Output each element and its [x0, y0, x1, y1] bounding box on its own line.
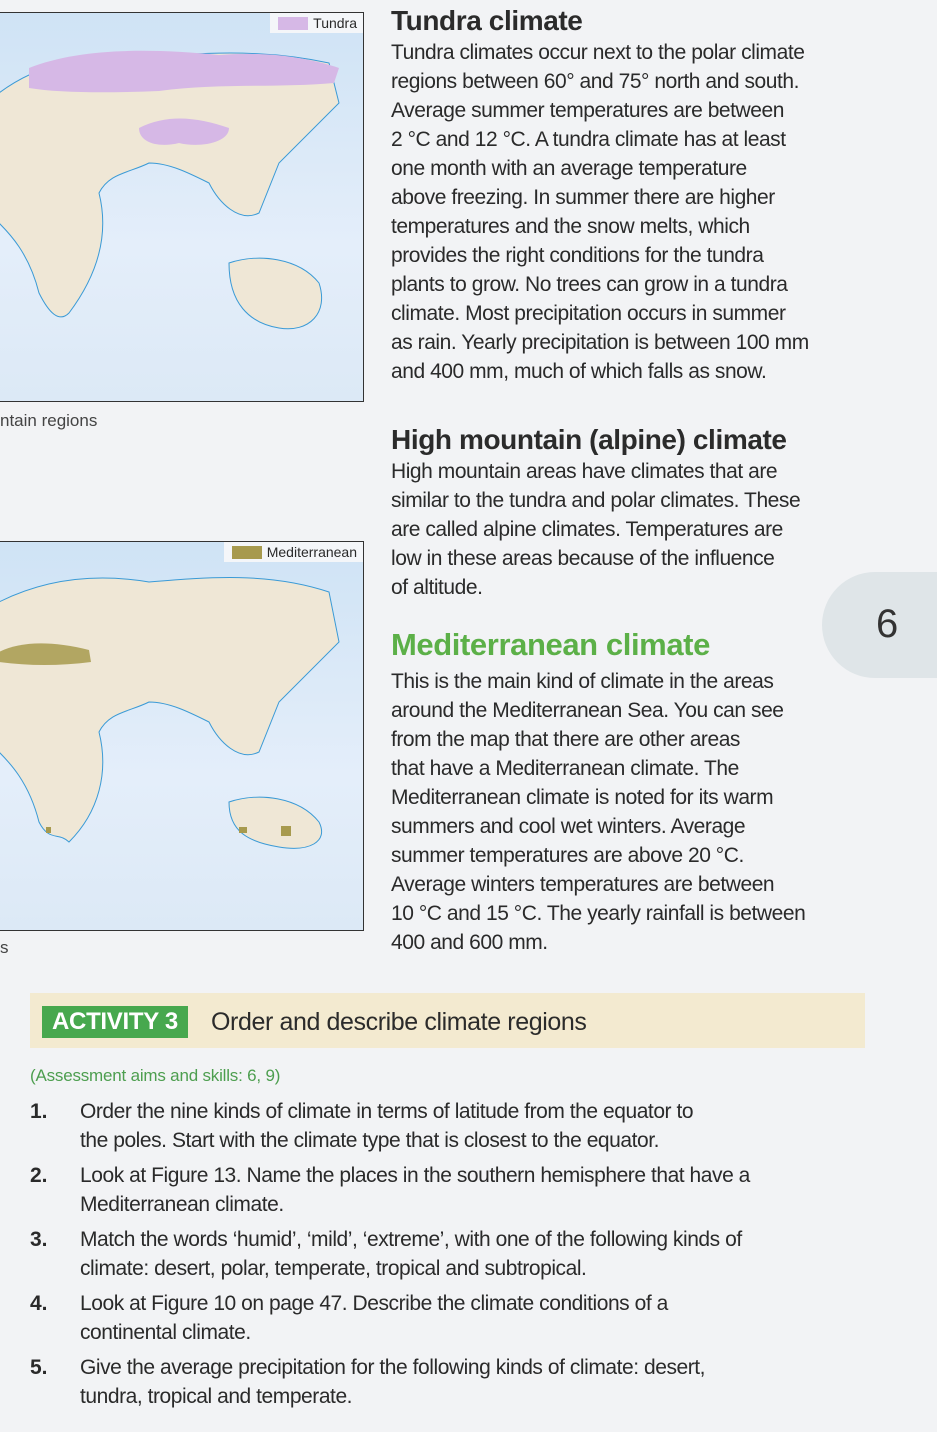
tundra-map-graphic — [0, 13, 363, 401]
question-number: 4. — [30, 1292, 48, 1315]
text-line: summer temperatures are above 20 °C. — [391, 844, 744, 867]
map-legend — [270, 13, 363, 33]
text-line: Tundra climates occur next to the polar climate — [391, 41, 805, 64]
section-body — [391, 667, 871, 957]
text-line: continental climate. — [80, 1321, 251, 1344]
text-line: low in these areas because of the influence — [391, 547, 775, 570]
text-line: the poles. Start with the climate type that is closest to the equator. — [80, 1129, 659, 1152]
text-line: Give the average precipitation for the following kinds of climate: desert, — [80, 1356, 706, 1379]
text-line: 10 °C and 15 °C. The yearly rainfall is between — [391, 902, 806, 925]
section-heading: Tundra climate — [391, 5, 583, 36]
map-legend — [224, 542, 363, 562]
question-number: 5. — [30, 1356, 48, 1379]
question-text — [80, 1289, 668, 1347]
question-number: 1. — [30, 1100, 48, 1123]
text-line: Average summer temperatures are between — [391, 99, 784, 122]
text-line: plants to grow. No trees can grow in a tundra — [391, 273, 788, 296]
text-line: tundra, tropical and temperate. — [80, 1385, 353, 1408]
text-line: regions between 60° and 75° north and south. — [391, 70, 799, 93]
text-line: This is the main kind of climate in the areas — [391, 670, 774, 693]
text-line: Average winters temperatures are between — [391, 873, 775, 896]
text-line: High mountain areas have climates that are — [391, 460, 778, 483]
text-line: Look at Figure 10 on page 47. Describe the climate conditions of a — [80, 1292, 668, 1315]
tundra-swatch — [278, 17, 308, 30]
mediterranean-swatch — [232, 546, 262, 559]
tundra-section — [391, 4, 871, 386]
text-line: provides the right conditions for the tundra — [391, 244, 764, 267]
text-line: as rain. Yearly precipitation is between 100 mm — [391, 331, 809, 354]
section-heading: High mountain (alpine) climate — [391, 424, 787, 455]
text-line: similar to the tundra and polar climates. These — [391, 489, 801, 512]
legend-label: Tundra — [313, 15, 357, 31]
chapter-tab — [822, 572, 937, 678]
activity-title: Order and describe climate regions — [211, 1008, 587, 1036]
legend-label: Mediterranean — [266, 544, 357, 560]
question-text — [80, 1225, 742, 1283]
text-line: of altitude. — [391, 576, 483, 599]
text-line: and 400 mm, much of which falls as snow. — [391, 360, 767, 383]
mediterranean-map-graphic — [0, 542, 363, 930]
text-line: 400 and 600 mm. — [391, 931, 548, 954]
text-line: are called alpine climates. Temperatures are — [391, 518, 783, 541]
tundra-world-map — [0, 12, 364, 402]
section-heading: Mediterranean climate — [391, 627, 710, 662]
text-line: Mediterranean climate is noted for its warm — [391, 786, 774, 809]
text-line: Look at Figure 13. Name the places in the southern hemisphere that have a — [80, 1164, 750, 1187]
question-number: 2. — [30, 1164, 48, 1187]
text-line: Mediterranean climate. — [80, 1193, 284, 1216]
activity-banner — [30, 993, 865, 1048]
mediterranean-section — [391, 628, 871, 957]
text-line: climate. Most precipitation occurs in summer — [391, 302, 786, 325]
text-line: above freezing. In summer there are higher — [391, 186, 775, 209]
figure-caption: s — [0, 938, 9, 957]
text-line: around the Mediterranean Sea. You can see — [391, 699, 784, 722]
text-line: climate: desert, polar, temperate, tropical and subtropical. — [80, 1257, 587, 1280]
question-text — [80, 1353, 705, 1411]
figure-caption: ntain regions — [0, 411, 98, 430]
text-line: from the map that there are other areas — [391, 728, 740, 751]
text-line: Order the nine kinds of climate in terms of latitude from the equator to — [80, 1100, 694, 1123]
question-text — [80, 1161, 750, 1219]
section-body — [391, 457, 871, 602]
alpine-section — [391, 423, 871, 602]
text-line: Match the words ‘humid’, ‘mild’, ‘extreme’, with one of the following kinds of — [80, 1228, 742, 1251]
text-line: that have a Mediterranean climate. The — [391, 757, 739, 780]
text-line: one month with an average temperature — [391, 157, 747, 180]
activity-badge: ACTIVITY 3 — [42, 1006, 188, 1038]
text-line: 2 °C and 12 °C. A tundra climate has at least — [391, 128, 786, 151]
text-line: summers and cool wet winters. Average — [391, 815, 746, 838]
section-body — [391, 38, 871, 386]
mediterranean-world-map — [0, 541, 364, 931]
question-text — [80, 1097, 693, 1155]
text-line: temperatures and the snow melts, which — [391, 215, 750, 238]
chapter-number: 6 — [876, 602, 899, 646]
assessment-aims: (Assessment aims and skills: 6, 9) — [30, 1066, 281, 1085]
question-number: 3. — [30, 1228, 48, 1251]
